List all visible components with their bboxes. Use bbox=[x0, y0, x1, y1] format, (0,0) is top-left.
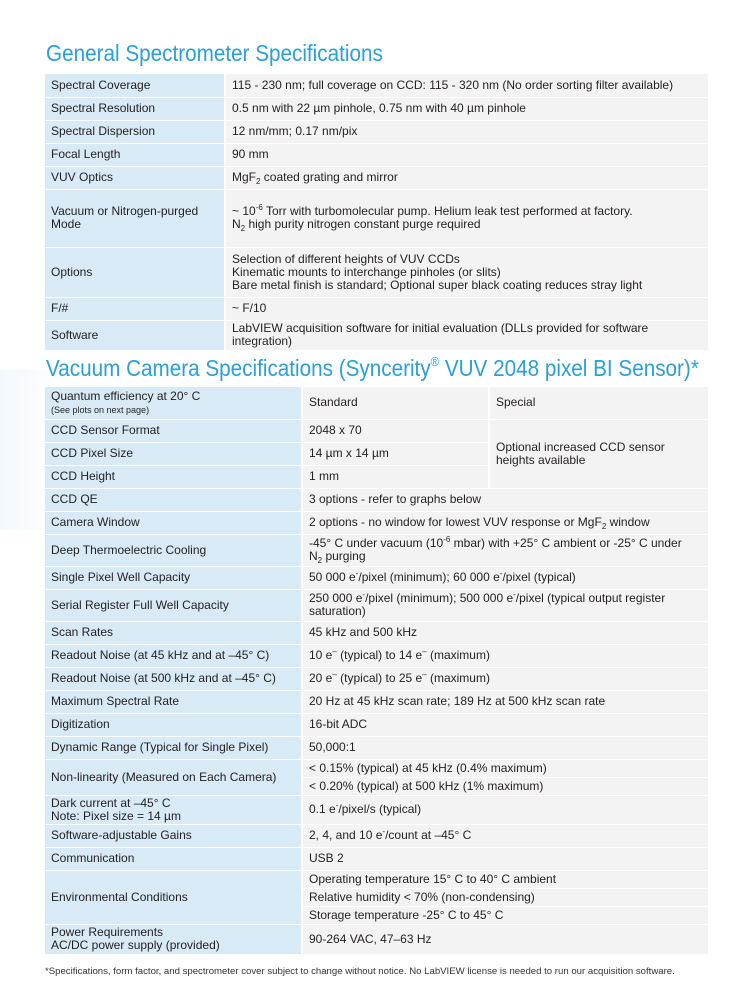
row-value: 90 mm bbox=[225, 143, 708, 166]
row-value: 50 000 e-/pixel (minimum); 60 000 e-/pixel (typical) bbox=[302, 566, 708, 589]
row-label: CCD Height bbox=[45, 465, 302, 488]
row-label: Environmental Conditions bbox=[45, 870, 302, 924]
row-value: 2 options - no window for lowest VUV response or MgF$_2$ window bbox=[302, 511, 708, 534]
row-label: Dynamic Range (Typical for Single Pixel) bbox=[45, 736, 302, 759]
row-value: 50,000:1 bbox=[302, 736, 708, 759]
row-value: 45 kHz and 500 kHz bbox=[302, 621, 708, 644]
table-row bbox=[45, 621, 708, 644]
table-row bbox=[45, 667, 708, 690]
table-row bbox=[45, 824, 708, 847]
table-row bbox=[45, 74, 708, 97]
row-label: CCD Pixel Size bbox=[45, 442, 302, 465]
row-value: < 0.20% (typical) at 500 kHz (1% maximum) bbox=[302, 777, 708, 795]
table-row bbox=[45, 759, 708, 777]
row-label: Deep Thermoelectric Cooling bbox=[45, 534, 302, 566]
table-row bbox=[45, 870, 708, 888]
row-label: Spectral Resolution bbox=[45, 97, 225, 120]
section-title-general: General Spectrometer Specifications bbox=[46, 40, 383, 66]
table-row bbox=[45, 847, 708, 870]
row-label: Readout Noise (at 45 kHz and at –45° C) bbox=[45, 644, 302, 667]
header-standard: Standard bbox=[302, 387, 489, 419]
header-special: Special bbox=[489, 387, 708, 419]
row-value: 1 mm bbox=[302, 465, 489, 488]
row-value: 14 µm x 14 µm bbox=[302, 442, 489, 465]
table-row bbox=[45, 247, 708, 297]
row-value: 115 - 230 nm; full coverage on CCD: 115 - 320 nm (No order sorting filter available) bbox=[225, 74, 708, 97]
table-row bbox=[45, 924, 708, 954]
general-specs-table bbox=[45, 74, 708, 351]
row-value: 10 e– (typical) to 14 e– (maximum) bbox=[302, 644, 708, 667]
row-value: 20 Hz at 45 kHz scan rate; 189 Hz at 500 kHz scan rate bbox=[302, 690, 708, 713]
row-value: 20 e– (typical) to 25 e– (maximum) bbox=[302, 667, 708, 690]
row-value: -45° C under vacuum ($10^{-6}$ mbar) with +25° C ambient or -25° C under $N_2$ purging bbox=[302, 534, 708, 566]
table-row bbox=[45, 736, 708, 759]
table-row bbox=[45, 419, 708, 442]
row-value: 250 000 e-/pixel (minimum); 500 000 e-/pixel (typical output register saturation) bbox=[302, 589, 708, 621]
row-value: 3 options - refer to graphs below bbox=[302, 488, 708, 511]
row-value: 2048 x 70 bbox=[302, 419, 489, 442]
row-value: ~ $10^{-6}$ Torr with turbomolecular pump. Helium leak test performed at factory. $N_2$ high purity nitrogen constant purge required bbox=[225, 189, 708, 247]
row-label: Digitization bbox=[45, 713, 302, 736]
row-label: Non-linearity (Measured on Each Camera) bbox=[45, 759, 302, 795]
row-value: LabVIEW acquisition software for initial evaluation (DLLs provided for software integration) bbox=[225, 320, 708, 350]
table-row bbox=[45, 320, 708, 350]
row-label: Focal Length bbox=[45, 143, 225, 166]
row-label: Software-adjustable Gains bbox=[45, 824, 302, 847]
row-label: Single Pixel Well Capacity bbox=[45, 566, 302, 589]
row-label: Power Requirements AC/DC power supply (provided) bbox=[45, 924, 302, 954]
table-row bbox=[45, 120, 708, 143]
row-value: 2, 4, and 10 e-/count at –45° C bbox=[302, 824, 708, 847]
row-label: Spectral Dispersion bbox=[45, 120, 225, 143]
row-value: 0.5 nm with 22 µm pinhole, 0.75 nm with 40 µm pinhole bbox=[225, 97, 708, 120]
row-value: USB 2 bbox=[302, 847, 708, 870]
row-value: ~ F/10 bbox=[225, 297, 708, 320]
section-title-camera: Vacuum Camera Specifications (Syncerity® VUV 2048 pixel BI Sensor)* bbox=[46, 354, 699, 381]
row-label: Spectral Coverage bbox=[45, 74, 225, 97]
row-label: Maximum Spectral Rate bbox=[45, 690, 302, 713]
footnote: *Specifications, form factor, and spectrometer cover subject to change without notice. No LabVIEW license is needed to run our acquisition software. bbox=[45, 966, 675, 977]
row-label: Vacuum or Nitrogen-purged Mode bbox=[45, 189, 225, 247]
row-value: Operating temperature 15° C to 40° C ambient bbox=[302, 870, 708, 888]
table-row bbox=[45, 713, 708, 736]
row-label: CCD QE bbox=[45, 488, 302, 511]
row-value: MgF$_2$ coated grating and mirror bbox=[225, 166, 708, 189]
row-label: VUV Optics bbox=[45, 166, 225, 189]
row-value: 0.1 e-/pixel/s (typical) bbox=[302, 795, 708, 824]
row-label: Scan Rates bbox=[45, 621, 302, 644]
camera-specs-table bbox=[45, 387, 708, 955]
row-label: Software bbox=[45, 320, 225, 350]
special-merged-cell: Optional increased CCD sensor heights available bbox=[489, 419, 708, 488]
table-row bbox=[45, 690, 708, 713]
row-label: Dark current at –45° C Note: Pixel size = 14 µm bbox=[45, 795, 302, 824]
row-label: Readout Noise (at 500 kHz and at –45° C) bbox=[45, 667, 302, 690]
table-row bbox=[45, 97, 708, 120]
row-value: Relative humidity < 70% (non-condensing) bbox=[302, 888, 708, 906]
row-label: Serial Register Full Well Capacity bbox=[45, 589, 302, 621]
table-row bbox=[45, 566, 708, 589]
table-row bbox=[45, 534, 708, 566]
row-value: < 0.15% (typical) at 45 kHz (0.4% maximum) bbox=[302, 759, 708, 777]
row-label: Options bbox=[45, 247, 225, 297]
table-header-row bbox=[45, 387, 708, 419]
row-value: 90-264 VAC, 47–63 Hz bbox=[302, 924, 708, 954]
row-label: CCD Sensor Format bbox=[45, 419, 302, 442]
header-qe: Quantum efficiency at 20° C (See plots on next page) bbox=[45, 387, 302, 419]
row-value: Storage temperature -25° C to 45° C bbox=[302, 906, 708, 924]
row-label: Communication bbox=[45, 847, 302, 870]
table-row bbox=[45, 166, 708, 189]
row-value: 12 nm/mm; 0.17 nm/pix bbox=[225, 120, 708, 143]
table-row bbox=[45, 511, 708, 534]
row-value: 16-bit ADC bbox=[302, 713, 708, 736]
row-label: Camera Window bbox=[45, 511, 302, 534]
table-row bbox=[45, 143, 708, 166]
table-row bbox=[45, 189, 708, 247]
table-row bbox=[45, 644, 708, 667]
table-row bbox=[45, 795, 708, 824]
table-row bbox=[45, 297, 708, 320]
row-label: F/# bbox=[45, 297, 225, 320]
table-row bbox=[45, 589, 708, 621]
table-row bbox=[45, 488, 708, 511]
row-value: Selection of different heights of VUV CCDs Kinematic mounts to interchange pinholes (or slits) Bare metal finish is standard; Optional super black coating reduces stray light bbox=[225, 247, 708, 297]
